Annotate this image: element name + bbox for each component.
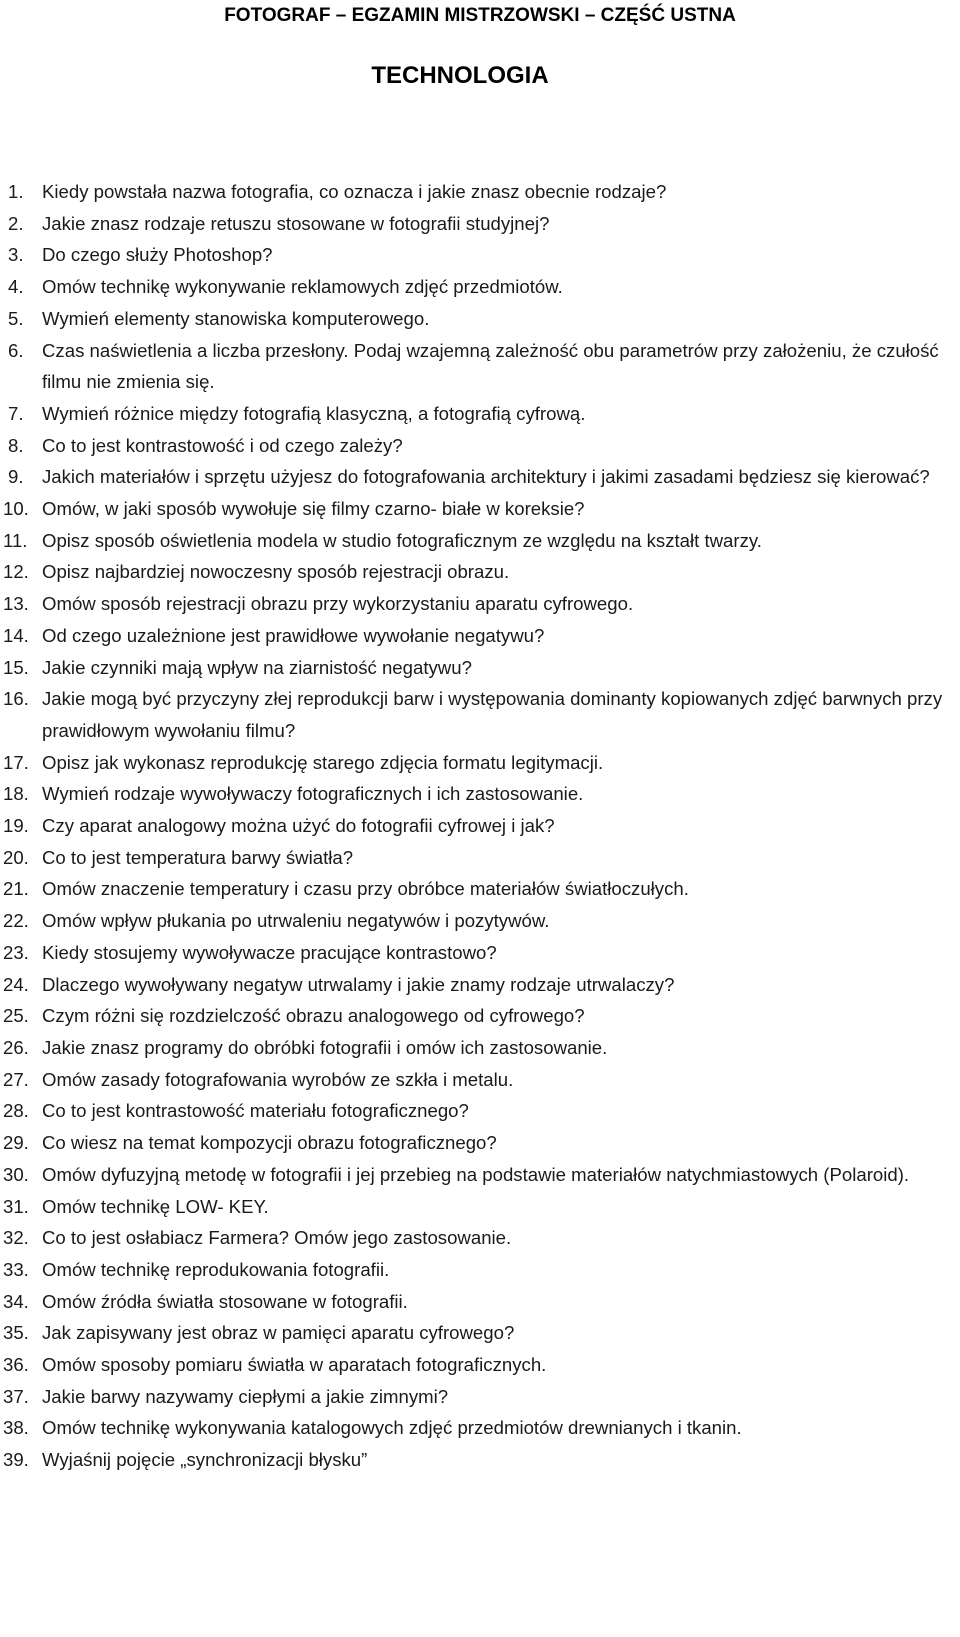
question-text: Opisz jak wykonasz reprodukcję starego zdjęcia formatu legitymacji. (42, 751, 604, 773)
question-number: 23. (3, 941, 29, 963)
question-text: Omów technikę reprodukowania fotografii. (42, 1258, 390, 1280)
question-number: 22. (3, 910, 29, 932)
question-number: 35. (3, 1322, 29, 1344)
question-number: 33. (3, 1258, 29, 1280)
question-text: Jak zapisywany jest obraz w pamięci aparatu cyfrowego? (42, 1322, 515, 1344)
question-text: Co wiesz na temat kompozycji obrazu fotograficznego? (42, 1132, 497, 1154)
question-item (0, 620, 960, 652)
question-text: Omów wpływ płukania po utrwaleniu negatywów i pozytywów. (42, 910, 550, 932)
question-number: 37. (3, 1385, 29, 1407)
question-item (0, 525, 960, 557)
question-text: Omów technikę wykonywanie reklamowych zdjęć przedmiotów. (42, 276, 563, 298)
document-header: FOTOGRAF – EGZAMIN MISTRZOWSKI – CZĘŚĆ USTNA (224, 5, 736, 26)
question-text: Omów źródła światła stosowane w fotografii. (42, 1290, 408, 1312)
question-number: 13. (3, 593, 29, 615)
question-text: Jakie czynniki mają wpływ na ziarnistość negatywu? (42, 656, 472, 678)
question-number: 10. (3, 498, 29, 520)
question-text: Jakich materiałów i sprzętu użyjesz do fotografowania architektury i jakimi zasadami będziesz się kierować? (42, 466, 930, 488)
question-text: Co to jest kontrastowość i od czego zależy? (42, 434, 403, 456)
question-text: Omów dyfuzyjną metodę w fotografii i jej przebieg na podstawie materiałów natychmiastowych (Polaroid). (42, 1163, 910, 1185)
question-number: 3. (8, 244, 24, 266)
question-text: Jakie znasz programy do obróbki fotografii i omów ich zastosowanie. (42, 1036, 608, 1058)
question-number: 19. (3, 815, 29, 837)
question-number: 26. (3, 1036, 29, 1058)
question-number: 39. (3, 1449, 29, 1471)
question-text: Kiedy stosujemy wywoływacze pracujące kontrastowo? (42, 941, 497, 963)
question-text: Co to jest osłabiacz Farmera? Omów jego zastosowanie. (42, 1227, 512, 1249)
question-number: 15. (3, 656, 29, 678)
question-text: Co to jest temperatura barwy światła? (42, 846, 354, 868)
question-item (0, 398, 960, 430)
question-item (0, 271, 960, 303)
question-item (0, 873, 960, 905)
question-text: Wymień różnice między fotografią klasyczną, a fotografią cyfrową. (42, 402, 586, 424)
question-number: 18. (3, 783, 29, 805)
question-number: 24. (3, 973, 29, 995)
question-number: 25. (3, 1005, 29, 1027)
question-text: Opisz sposób oświetlenia modela w studio fotograficznym ze względu na kształt twarzy. (42, 529, 762, 551)
question-item (0, 937, 960, 969)
question-item (0, 1159, 960, 1191)
question-number: 4. (8, 276, 24, 298)
question-text: Wymień rodzaje wywoływaczy fotograficznych i ich zastosowanie. (42, 783, 584, 805)
question-item (0, 1286, 960, 1318)
question-number: 21. (3, 878, 29, 900)
question-item (0, 588, 960, 620)
question-number: 36. (3, 1354, 29, 1376)
question-text: Jakie mogą być przyczyny złej reprodukcji barw i występowania dominanty kopiowanych zdjęć barwnych przy prawidłowym wywołaniu filmu? (42, 688, 943, 741)
question-text: Omów, w jaki sposób wywołuje się filmy czarno- białe w koreksie? (42, 498, 585, 520)
question-number: 16. (3, 688, 29, 710)
question-number: 31. (3, 1195, 29, 1217)
question-item (0, 303, 960, 335)
question-text: Czas naświetlenia a liczba przesłony. Podaj wzajemną zależność obu parametrów przy założeniu, że czułość filmu nie zmienia się. (42, 339, 939, 393)
question-number: 12. (3, 561, 29, 583)
question-item (0, 176, 960, 208)
question-text: Omów zasady fotografowania wyrobów ze szkła i metalu. (42, 1068, 514, 1090)
question-number: 17. (3, 751, 29, 773)
question-item (0, 1254, 960, 1286)
question-item (0, 493, 960, 525)
question-item (0, 969, 960, 1001)
question-item (0, 1444, 960, 1476)
question-text: Kiedy powstała nazwa fotografia, co oznacza i jakie znasz obecnie rodzaje? (42, 181, 667, 202)
question-number: 32. (3, 1227, 29, 1249)
question-number: 2. (8, 212, 24, 234)
question-item (0, 810, 960, 842)
question-item (0, 1000, 960, 1032)
question-number: 34. (3, 1290, 29, 1312)
question-number: 7. (8, 402, 24, 424)
question-text: Czy aparat analogowy można użyć do fotografii cyfrowej i jak? (42, 815, 555, 837)
question-text: Jakie barwy nazywamy ciepłymi a jakie zimnymi? (42, 1385, 449, 1407)
question-number: 27. (3, 1068, 29, 1090)
question-item (0, 747, 960, 779)
question-text: Omów znaczenie temperatury i czasu przy obróbce materiałów światłoczułych. (42, 878, 689, 900)
question-text: Omów sposoby pomiaru światła w aparatach fotograficznych. (42, 1354, 547, 1376)
question-item (0, 1032, 960, 1064)
question-item (0, 1064, 960, 1096)
question-item (0, 208, 960, 240)
question-text: Do czego służy Photoshop? (42, 244, 273, 266)
question-text: Wyjaśnij pojęcie „synchronizacji błysku” (42, 1449, 368, 1471)
question-number: 11. (3, 529, 28, 551)
question-item (0, 556, 960, 588)
question-number: 8. (8, 434, 24, 456)
question-item (0, 1349, 960, 1381)
question-text: Czym różni się rozdzielczość obrazu analogowego od cyfrowego? (42, 1005, 585, 1027)
question-text: Omów sposób rejestracji obrazu przy wykorzystaniu aparatu cyfrowego. (42, 593, 634, 615)
question-number: 29. (3, 1132, 29, 1154)
question-text: Omów technikę wykonywania katalogowych zdjęć przedmiotów drewnianych i tkanin. (42, 1417, 742, 1439)
questions-list (0, 176, 960, 1476)
question-item (0, 1222, 960, 1254)
question-number: 9. (8, 466, 24, 488)
question-item (0, 1412, 960, 1444)
question-item (0, 905, 960, 937)
question-number: 14. (3, 624, 29, 646)
question-item (0, 1127, 960, 1159)
question-text: Od czego uzależnione jest prawidłowe wywołanie negatywu? (42, 624, 545, 646)
question-number: 30. (3, 1163, 29, 1185)
question-item (0, 1381, 960, 1413)
question-number: 1. (8, 181, 24, 202)
question-text: Omów technikę LOW- KEY. (42, 1195, 269, 1217)
question-item (0, 335, 960, 398)
question-number: 28. (3, 1100, 29, 1122)
question-text: Dlaczego wywoływany negatyw utrwalamy i jakie znamy rodzaje utrwalaczy? (42, 973, 675, 995)
question-item (0, 683, 960, 746)
question-item (0, 652, 960, 684)
question-number: 38. (3, 1417, 29, 1439)
question-text: Wymień elementy stanowiska komputerowego. (42, 307, 430, 329)
question-item (0, 239, 960, 271)
question-text: Jakie znasz rodzaje retuszu stosowane w fotografii studyjnej? (42, 212, 550, 234)
question-item (0, 842, 960, 874)
question-number: 20. (3, 846, 29, 868)
question-item (0, 1317, 960, 1349)
question-item (0, 430, 960, 462)
question-text: Opisz najbardziej nowoczesny sposób rejestracji obrazu. (42, 561, 510, 583)
question-item (0, 461, 960, 493)
question-number: 5. (8, 307, 24, 329)
question-text: Co to jest kontrastowość materiału fotograficznego? (42, 1100, 469, 1122)
question-item (0, 1191, 960, 1223)
document-title: TECHNOLOGIA (371, 62, 549, 89)
question-item (0, 1095, 960, 1127)
question-item (0, 778, 960, 810)
question-number: 6. (8, 339, 24, 361)
